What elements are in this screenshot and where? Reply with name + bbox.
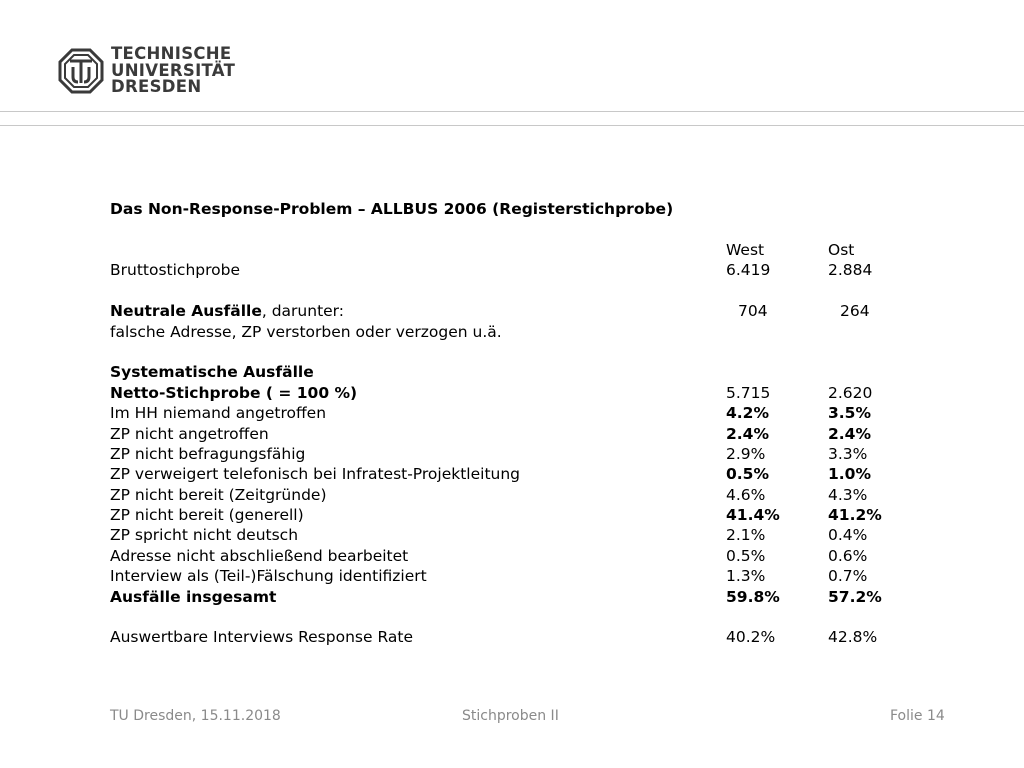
tu-dresden-logo — [58, 44, 236, 100]
table-row-total — [110, 587, 930, 607]
value-west: 4.6% — [726, 485, 766, 504]
logo-wordmark — [111, 46, 235, 96]
row-label: Im HH niemand angetroffen — [110, 404, 327, 423]
row-label — [110, 301, 344, 321]
table-row — [110, 566, 930, 586]
value-ost: 1.0% — [828, 465, 871, 484]
table-row — [110, 505, 930, 525]
value-west: 0.5% — [726, 546, 766, 565]
value-ost: 2.620 — [828, 383, 873, 402]
value-ost: 0.4% — [828, 526, 868, 545]
logo-line-1: TECHNISCHE — [111, 44, 232, 63]
logo-line-2: UNIVERSITÄT — [111, 60, 236, 80]
row-label: ZP nicht angetroffen — [110, 424, 269, 443]
table-header-row — [110, 240, 930, 260]
value-west: 6.419 — [726, 261, 771, 280]
column-header-west: West — [726, 241, 765, 259]
column-header-ost: Ost — [828, 241, 855, 259]
value-ost: 264 — [840, 302, 870, 321]
table-row — [110, 546, 930, 566]
value-ost: 2.4% — [828, 424, 871, 443]
value-ost: 42.8% — [828, 628, 878, 647]
spacer-row — [110, 342, 930, 362]
row-label: Netto-Stichprobe ( = 100 %) — [110, 383, 358, 402]
value-ost: 41.2% — [828, 506, 882, 525]
value-ost: 57.2% — [828, 587, 882, 606]
value-west: 41.4% — [726, 506, 780, 525]
tu-dresden-emblem-icon — [58, 48, 104, 94]
row-label: ZP verweigert telefonisch bei Infratest-Projektleitung — [110, 465, 521, 484]
spacer-row — [110, 281, 930, 301]
spacer-row — [110, 607, 930, 627]
value-ost: 3.3% — [828, 444, 868, 463]
value-ost: 4.3% — [828, 485, 868, 504]
row-label: Adresse nicht abschließend bearbeitet — [110, 546, 409, 565]
table-row-systematic-title — [110, 362, 930, 382]
table-row — [110, 464, 930, 484]
value-ost: 2.884 — [828, 261, 873, 280]
row-label: falsche Adresse, ZP verstorben oder verzogen u.ä. — [110, 322, 502, 341]
footer-topic: Stichproben II — [462, 708, 559, 724]
table-row-response — [110, 627, 930, 647]
value-west: 1.3% — [726, 567, 766, 586]
slide-title: Das Non-Response-Problem – ALLBUS 2006 (Registerstichprobe) — [110, 200, 674, 218]
row-label-bold: Neutrale Ausfälle — [110, 302, 262, 321]
section-title: Systematische Ausfälle — [110, 363, 314, 382]
table-row — [110, 403, 930, 423]
table-row — [110, 525, 930, 545]
table-row-netto — [110, 383, 930, 403]
value-west: 704 — [738, 302, 768, 321]
footer-slide-number: Folie 14 — [890, 708, 945, 724]
value-ost: 3.5% — [828, 404, 871, 423]
row-label: Ausfälle insgesamt — [110, 587, 277, 606]
row-label-rest: , darunter: — [261, 302, 345, 321]
row-label: Interview als (Teil-)Fälschung identifiziert — [110, 567, 427, 586]
row-label: ZP nicht bereit (Zeitgründe) — [110, 485, 327, 504]
table-row-brutto — [110, 260, 930, 280]
row-label: Auswertbare Interviews Response Rate — [110, 628, 413, 647]
value-west: 0.5% — [726, 465, 769, 484]
nonresponse-table — [110, 240, 930, 648]
table-row — [110, 444, 930, 464]
header-divider-top — [0, 111, 1024, 112]
row-label: ZP spricht nicht deutsch — [110, 526, 299, 545]
value-west: 2.1% — [726, 526, 766, 545]
value-west: 59.8% — [726, 587, 780, 606]
value-west: 2.9% — [726, 444, 766, 463]
table-row — [110, 424, 930, 444]
value-west: 4.2% — [726, 404, 769, 423]
table-row — [110, 485, 930, 505]
reason-rows — [110, 403, 930, 587]
footer-institution-date: TU Dresden, 15.11.2018 — [110, 708, 281, 724]
table-row-neutral-note — [110, 322, 930, 342]
row-label: Bruttostichprobe — [110, 261, 241, 280]
row-label: ZP nicht befragungsfähig — [110, 444, 306, 463]
value-west: 2.4% — [726, 424, 769, 443]
header-divider-bottom — [0, 125, 1024, 126]
logo-line-3: DRESDEN — [111, 77, 202, 96]
value-ost: 0.7% — [828, 567, 868, 586]
value-ost: 0.6% — [828, 546, 868, 565]
row-label: ZP nicht bereit (generell) — [110, 506, 304, 525]
table-row-neutral — [110, 301, 930, 321]
value-west: 5.715 — [726, 383, 771, 402]
value-west: 40.2% — [726, 628, 776, 647]
